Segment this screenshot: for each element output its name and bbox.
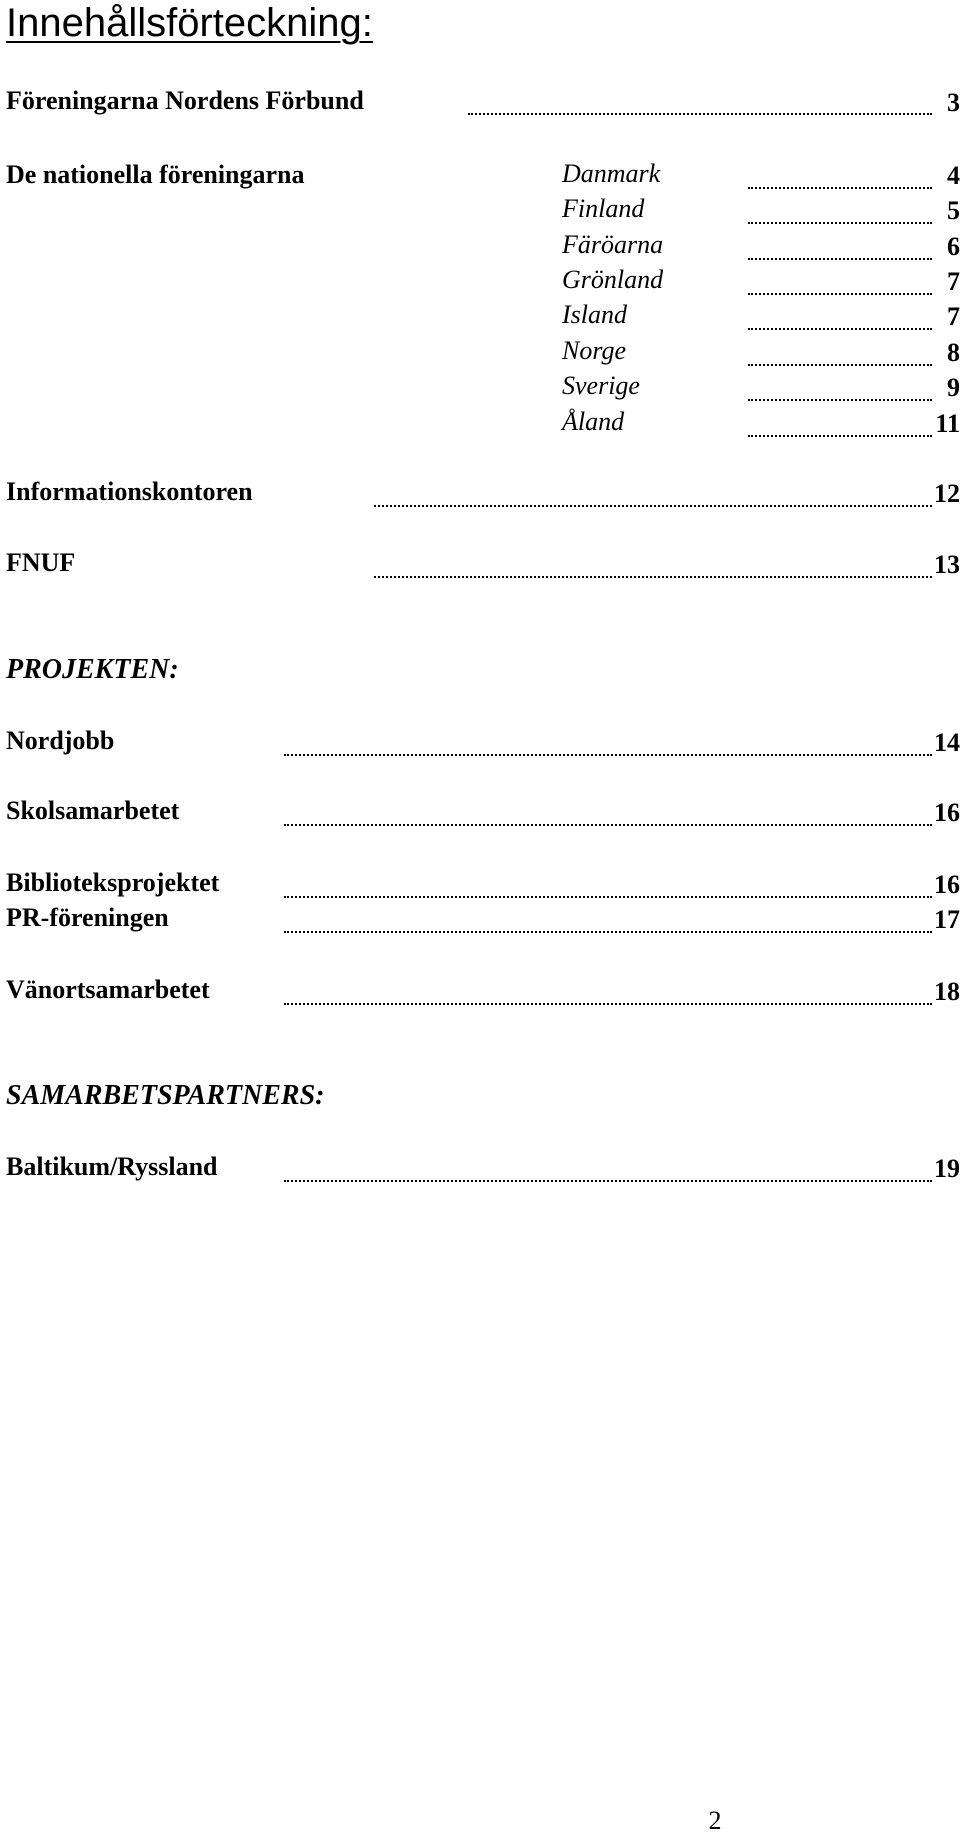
toc-subentry-label[interactable]: Norge <box>562 336 627 365</box>
page-title: Innehållsförteckning: <box>6 1 373 45</box>
section-heading-projekten: PROJEKTEN: <box>6 654 179 685</box>
toc-dot-leader <box>284 824 932 826</box>
toc-dot-leader <box>284 1003 932 1005</box>
toc-dot-leader <box>284 754 932 756</box>
toc-page-number: 16 <box>934 870 960 899</box>
toc-dot-leader <box>374 505 932 507</box>
toc-subentry-label[interactable]: Sverige <box>562 371 640 400</box>
toc-entry-label[interactable]: Biblioteksprojektet <box>6 868 220 897</box>
toc-entry-label[interactable]: Vänortsamarbetet <box>6 975 210 1004</box>
toc-page-number: 11 <box>935 409 960 438</box>
toc-page-number: 14 <box>934 728 960 757</box>
toc-page-number: 9 <box>947 373 960 402</box>
toc-entry-label[interactable]: Nordjobb <box>6 726 115 755</box>
toc-subentry-label[interactable]: Färöarna <box>562 230 664 259</box>
toc-page-number: 6 <box>947 232 960 261</box>
toc-page-number: 8 <box>947 338 960 367</box>
toc-subentry-label[interactable]: Åland <box>562 407 625 436</box>
toc-dot-leader <box>284 931 932 933</box>
footer-page-number: 2 <box>708 1806 722 1835</box>
toc-page-number: 12 <box>934 479 960 508</box>
toc-page-number: 7 <box>947 267 960 296</box>
toc-subentry-label[interactable]: Finland <box>562 194 645 223</box>
toc-subentry-label[interactable]: Danmark <box>562 159 661 188</box>
toc-page-number: 18 <box>934 977 960 1006</box>
toc-page-number: 16 <box>934 798 960 827</box>
toc-entry-label[interactable]: Föreningarna Nordens Förbund <box>6 86 364 115</box>
toc-page-number: 19 <box>934 1154 960 1183</box>
toc-page-number: 13 <box>934 550 960 579</box>
toc-entry-label: De nationella föreningarna <box>6 160 305 189</box>
toc-subentry-label[interactable]: Grönland <box>562 265 664 294</box>
toc-subentry-label[interactable]: Island <box>562 300 627 329</box>
toc-entry-label[interactable]: FNUF <box>6 548 76 577</box>
toc-entry-label[interactable]: Baltikum/Ryssland <box>6 1152 218 1181</box>
toc-dot-leader <box>374 576 932 578</box>
toc-dot-leader <box>284 1180 932 1182</box>
toc-page-number: 7 <box>947 302 960 331</box>
toc-page-number: 4 <box>947 161 960 190</box>
section-heading-samarbetspartners: SAMARBETSPARTNERS: <box>6 1080 325 1111</box>
toc-entry-label[interactable]: Informationskontoren <box>6 477 253 506</box>
toc-dot-leader <box>284 896 932 898</box>
toc-dot-leader <box>468 113 932 115</box>
toc-entry-label[interactable]: PR-föreningen <box>6 903 169 932</box>
toc-page-number: 17 <box>934 905 960 934</box>
toc-page-number: 3 <box>947 88 960 117</box>
toc-entry-label[interactable]: Skolsamarbetet <box>6 796 180 825</box>
toc-page-number: 5 <box>947 196 960 225</box>
